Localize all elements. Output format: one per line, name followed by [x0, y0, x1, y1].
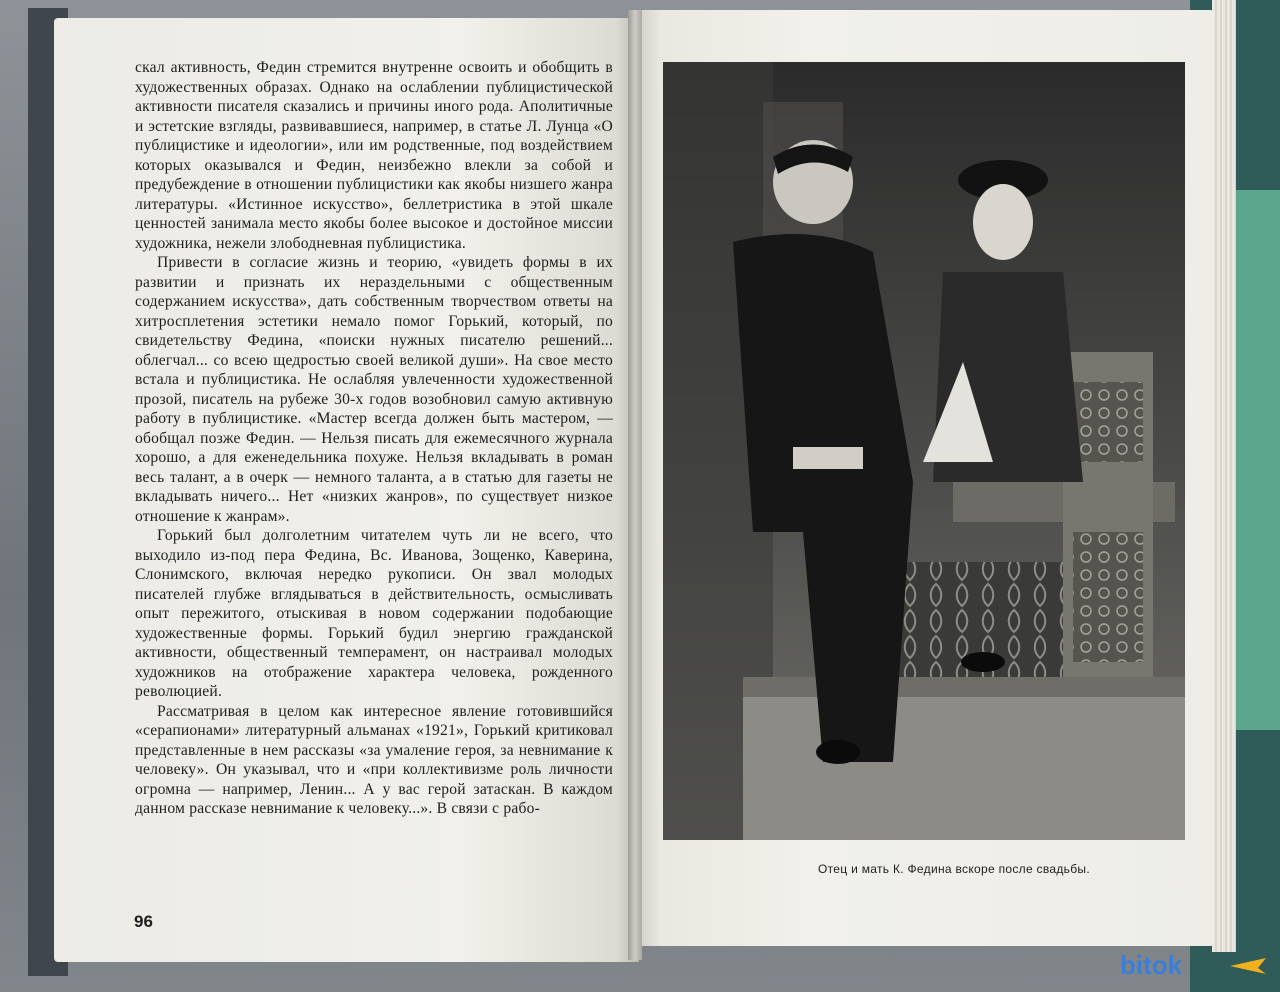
photo-caption: Отец и мать К. Федина вскоре после свадьбы.	[818, 862, 1090, 876]
book-cover-stripe	[1236, 190, 1280, 730]
page-number: 96	[134, 912, 153, 931]
watermark-logo	[1118, 944, 1268, 984]
paragraph: Привести в согласие жизнь и теорию, «увидеть формы в их развитии и признать их нераздельными с общественным содержанием искусства», дать собственным творчеством ответы на хитросплетения эстетики немало помог Горький, который, по свидетельству Федина, «поиски нужных писателю решений... облегчал... со всею щедростью своей великой души». На свое место встала и публицистика. Не ослабляя увлеченности художественной прозой, писатель на рубеже 30-х годов возобновил самую активную работу в публицистике. «Мастер всегда должен быть мастером, — обобщал позже Федин. — Нельзя писать для ежемесячного журнала хорошо, а для еженедельника похуже. Нельзя вкладывать в роман весь талант, а в очерк — немного таланта, а в статью для газеты не вкладывать ничего... Нет «низких жанров», по существует низкое отношение к жанрам».	[135, 254, 613, 525]
portrait-photo	[663, 62, 1185, 840]
portrait-photo-graphic	[663, 62, 1185, 840]
left-page-text	[135, 58, 613, 819]
book-gutter	[628, 10, 642, 960]
watermark-text: bitok	[1120, 950, 1183, 980]
paragraph: Горький был долголетним читателем чуть ли не всего, что выходило из-под пера Федина, Вс. Иванова, Зощенко, Каверина, Слонимского, включая нередко рукописи. Он звал молодых писателей глубже вглядываться в действительность, осмысливать опыт пережитого, отыскивая в новом содержании подобающие художественные формы. Горький будил энергию гражданской активности, общественный темперамент, он настраивал молодых художников на отображение характера человека, рожденного революцией.	[135, 527, 613, 700]
paragraph: Рассматривая в целом как интересное явление готовившийся «серапионами» литературный альманах «1921», Горький критиковал представленные в нем рассказы «за умаление героя, за невнимание к человеку». Он указывал, что и «при коллективизме роль личности огромна — например, Ленин... А у вас герой затаскан. В каждом данном рассказе невнимание к человеку...». В связи с рабо-	[135, 702, 613, 817]
paragraph: скал активность, Федин стремится внутренне освоить и обобщить в художественных образах. Однако на ослаблении публицистической активности писателя сказались и причины иного рода. Аполитичные и эстетские взгляды, развивавшиеся, например, в статье Л. Лунца «О публицистике и идеологии», или им родственные, под воздействием которых оказывался и Федин, неизбежно влекли за собой и предубеждение в отношении публицистики как якобы низшего жанра литературы. «Истинное искусство», беллетристика в этой шкале ценностей занимала место якобы более высокое и достойное миссии художника, нежели злободневная публицистика.	[135, 59, 613, 252]
page-edges	[1212, 0, 1236, 952]
